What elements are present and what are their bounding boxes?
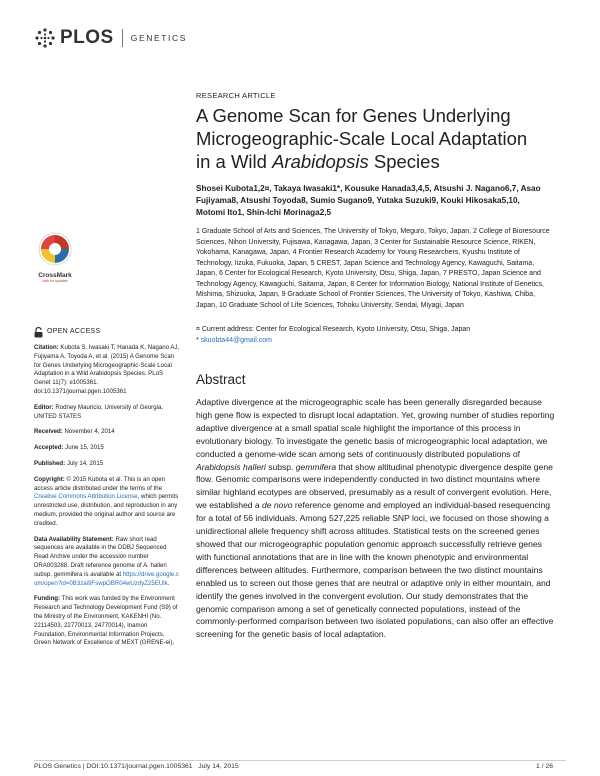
abstract-subspecies-name: gemmifera [295,461,337,472]
plos-wordmark: PLOS [60,27,114,48]
corresponding-email-line [196,336,551,347]
copyright-text: © 2015 Kubota et al. This is an open access article distributed under the terms of the [34,475,166,492]
editor-block [34,404,180,422]
funding-block [34,595,180,648]
accepted-label: Accepted: [34,444,64,452]
crossmark-badge[interactable] [34,232,76,283]
editor-label: Editor: [34,403,54,411]
crossmark-sublabel: click for updates [42,279,68,283]
author-list: Shosei Kubota1,2¤, Takaya Iwasaki1*, Kousuke Hanada3,4,5, Atsushi J. Nagano6,7, Asao Fujiyama8, Atsushi Toyoda8, Sumio Sugano9, Yutaka Suzuki9, Kouki Hikosaka5,10, Motomi Ito1, Shin-Ichi Morinaga2,5 [196,184,541,217]
author-notes [196,325,551,346]
journal-name: GENETICS [130,33,187,43]
article-sidebar [34,327,180,655]
plos-dots-icon [34,27,56,49]
title-italic: Arabidopsis [272,151,369,172]
published-block [34,460,180,469]
logo-divider [122,29,123,47]
copyright-text-end: , which permits unrestricted use, distribution, and reproduction in any medium, provided the original author and source are credited. [34,493,179,527]
crossmark-label: CrossMark [38,272,72,279]
abstract-species-name: Arabidopsis halleri [196,461,266,472]
editor-text: Rodney Mauricio, University of Georgia, UNITED STATES [34,403,164,420]
received-date: November 4, 2014 [62,428,115,436]
data-availability-end: . [167,579,170,587]
citation-label: Citation: [34,344,59,351]
open-lock-icon [34,327,43,338]
data-link[interactable]: https://drive.google.com/open?id=0B3zai9FswpOBR04wUzdyZ25EUlk [34,570,179,587]
footer-divider [34,760,566,761]
email-marker: * [196,336,201,344]
open-access-row [34,327,180,338]
received-label: Received: [34,428,63,436]
copyright-label: Copyright: [34,475,65,483]
abstract-text-4: reference genome and employed an individual-based resequencing for a total of 56 individuals. Among 527,225 reliable SNP loci, we focused on those showing a unidirectional allele frequency shift across altitudes. Statistical tests on the screened genes showed that our microgeographic population genomic approach successfully retrieve genes with functional annotations that are in line with the known phenotypic and environmental differences between altitudes. Furthermore, comparison between the two distinct mountains enabled us to screen out those genes that are neutral or adaptive only in either mountain, and identify the genes involved in the convergent evolution. Our study demonstrates that the genomic comparison among a set of genetically connected populations, instead of the commonly-performed comparison between two isolated populations, can also offer an effective screening for the genetic basis of local adaptation. [196,500,554,640]
accepted-date: June 15, 2015 [63,444,104,452]
data-availability-text: Raw short read sequences are available in the DDBJ Sequenced Read Archive under the accession number DRA003288. Draft reference genome of A. halleri subsp. gemmifera is available at [34,535,167,578]
affiliations: 1 Graduate School of Arts and Sciences, The University of Tokyo, Meguro, Tokyo, Japan, 2 College of Bioresource Sciences, Nihon University, Fujisawa, Kanagawa, Japan, 3 Center for Sustainable Resource Science, RIKEN, Yokohama, Kanagawa, Japan, 4 Frontier Research Academy for Young Researchers, Kyushu Institute of Technology, Iizuka, Fukuoka, Japan, 5 CREST, Japan Science and Technology Agency, Kawaguchi, Saitama, Japan, 6 Center for Ecological Research, Kyoto University, Otsu, Shiga, Japan, 7 PRESTO, Japan Science and Technology Agency, Kawaguchi, Saitama, Japan, 8 Center for Information Biology, National Institute of Genetics, Mishima, Shizuoka, Japan, 9 Graduate School of Frontier Sciences, The University of Tokyo, Kashiwa, Chiba, Japan, 10 Graduate School of Life Sciences, Tohoku University, Sendai, Miyagi, Japan [196,228,550,309]
plos-genetics-logo[interactable] [34,26,187,50]
page-number: 1 / 26 [536,763,554,770]
citation-block [34,344,180,397]
funding-text: This work was funded by the Environment Research and Technology Development Fund (S9) of the Ministry of the Environment, KAKENHI (No. 22114503, 22770013, 24770014), Inamori Foundation, Environmental Information Projects, Green Network of Excellence of MEXT (GRENE-ei), [34,595,178,647]
article-title [196,104,536,173]
current-address: ¤ Current address: Center for Ecological Research, Kyoto University, Otsu, Shiga, Japan [196,326,471,333]
abstract-body [196,396,556,641]
published-date: July 14, 2015 [65,459,104,467]
data-availability-block [34,536,180,589]
funding-label: Funding: [34,595,61,603]
footer-citation: PLOS Genetics | DOI:10.1371/journal.pgen.1005361 July 14, 2015 [34,763,239,770]
abstract-de-novo: de novo [262,500,293,511]
copyright-block [34,476,180,529]
title-text-2: Species [368,151,440,172]
open-access-label: OPEN ACCESS [47,328,101,336]
license-link[interactable]: Creative Commons Attribution License [34,493,138,501]
citation-text: Kubota S, Iwasaki T, Hanada K, Nagano AJ, Fujiyama A, Toyoda A, et al. (2015) A Genome Scan for Genes Underlying Microgeographic-Scale Local Adaptation in a Wild Arabidopsis Species. PLoS Genet 11(7): e1005361. doi:10.1371/journal.pgen.1005361 [34,344,180,395]
title-text-1: A Genome Scan for Genes Underlying Microgeographic-Scale Local Adaptation in a Wild [196,105,528,172]
data-availability-label: Data Availability Statement: [34,535,114,543]
crossmark-icon [38,232,72,266]
published-label: Published: [34,459,66,467]
abstract-text-2: subsp. [265,461,296,472]
abstract-text-1: Adaptive divergence at the microgeographic scale has been generally disregarded because high gene flow is expected to disrupt local adaptation. Yet, growing number of studies reporting adaptive divergence at a small spatial scale highlight the importance of this process in evolutionary biology. To investigate the genetic basis of microgeographic local adaptation, we conducted a genome-wide scan among sets of continuously distributed populations of [196,397,555,459]
accepted-block [34,444,180,453]
article-type: RESEARCH ARTICLE [196,91,276,100]
abstract-heading: Abstract [196,372,246,387]
corresponding-email-link[interactable]: skuobta44@gmail.com [200,336,272,344]
abstract-text-3: that show altitudinal phenotypic divergence despite gene flow. Genomic comparisons were independently conducted in two distinct mountains where similar highland ecotypes are observed, presumably as a result of convergent evolution. Here, we established a [196,461,553,511]
received-block [34,428,180,437]
